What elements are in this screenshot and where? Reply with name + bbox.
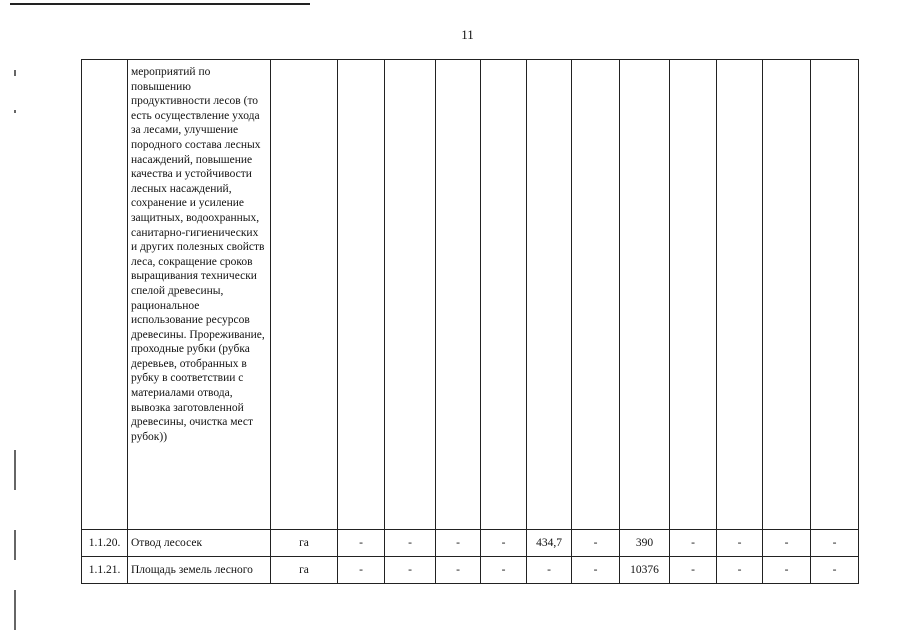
value-cell: - [763,530,811,557]
value-cell: - [481,557,527,584]
row-number-cell: 1.1.21. [82,557,128,584]
value-cell: - [385,530,436,557]
value-cell [436,60,481,530]
scan-margin-marks [14,70,20,630]
value-cell [572,60,620,530]
value-cell: - [811,530,859,557]
value-cell [527,60,572,530]
value-cell: - [670,530,717,557]
value-cell [717,60,763,530]
value-cell [763,60,811,530]
row-name-cell: Площадь земель лесного [128,557,271,584]
top-rule [10,3,310,5]
row-name-cell: мероприятий по повышению продуктивности лесов (то есть осуществление ухода за лесами, улучшение породного состава лесных насаждений, повышение качества и устойчивости лесных насаждений, сохранение и усиление защитных, водоохранных, санитарно-гигиенических и других полезных свойств леса, сокращение сроков выращивания технически спелой древесины, рациональное использование ресурсов древесины. Прореживание, проходные рубки (рубка деревьев, отобранных в рубку в соответствии с материалами отвода, вывозка заготовленной древесины, очистка мест рубок)) [128,60,271,530]
value-cell: 434,7 [527,530,572,557]
value-cell: - [385,557,436,584]
value-cell: - [338,557,385,584]
value-cell: - [670,557,717,584]
value-cell [670,60,717,530]
value-cell: - [763,557,811,584]
unit-cell: га [271,557,338,584]
value-cell [620,60,670,530]
value-cell: - [717,557,763,584]
value-cell: - [572,557,620,584]
value-cell: 390 [620,530,670,557]
value-cell [811,60,859,530]
value-cell [481,60,527,530]
value-cell: - [481,530,527,557]
value-cell: - [527,557,572,584]
row-name-cell: Отвод лесосек [128,530,271,557]
unit-cell: га [271,530,338,557]
page-number: 11 [461,27,474,42]
value-cell: - [717,530,763,557]
table-row [82,530,859,557]
row-number-cell: 1.1.20. [82,530,128,557]
value-cell: - [338,530,385,557]
value-cell: - [572,530,620,557]
value-cell: - [811,557,859,584]
value-cell: 10376 [620,557,670,584]
unit-cell [271,60,338,530]
value-cell: - [436,530,481,557]
table-row [82,60,859,530]
value-cell: - [436,557,481,584]
value-cell [385,60,436,530]
data-table [81,59,859,584]
table-row [82,557,859,584]
value-cell [338,60,385,530]
row-number-cell [82,60,128,530]
